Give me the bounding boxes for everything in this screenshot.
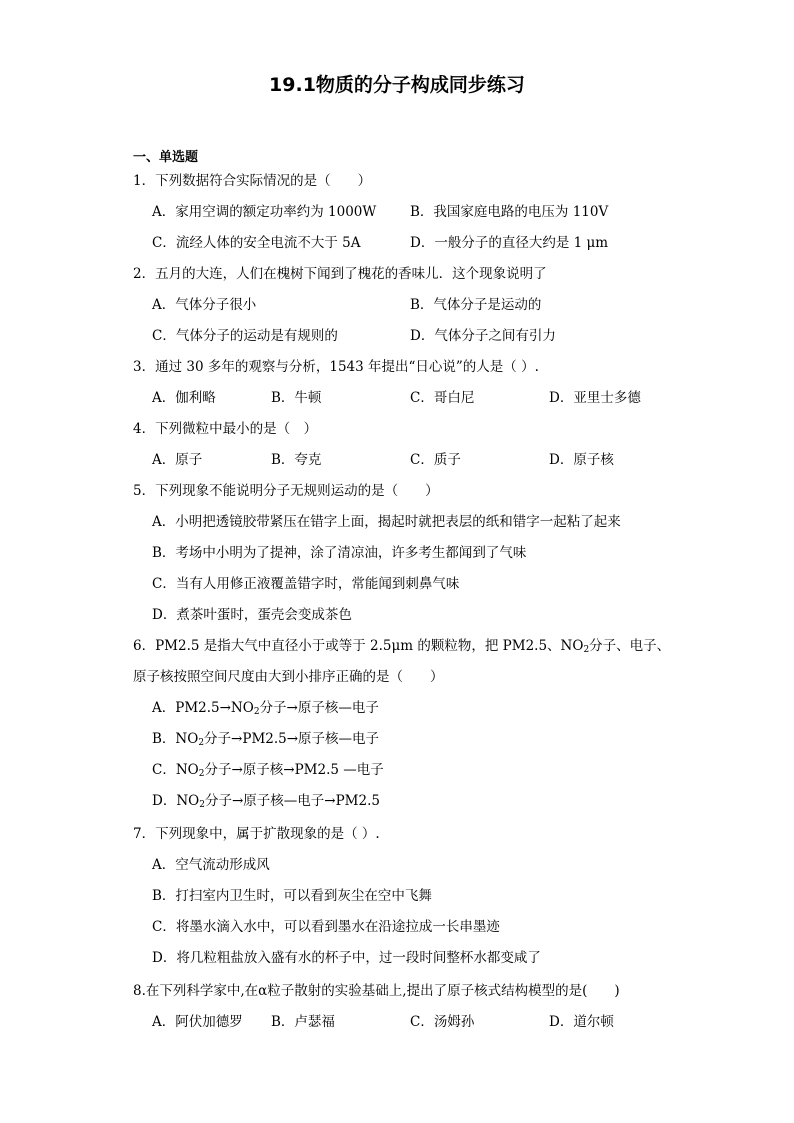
question-7-option-a[interactable]: A．空气流动形成风	[152, 857, 270, 873]
question-1-stem: 1．下列数据符合实际情况的是（ ）	[133, 173, 372, 189]
question-8-option-d[interactable]: D．道尔顿	[549, 1014, 614, 1030]
option-text: D．NO	[152, 793, 200, 809]
question-7-option-b[interactable]: B．打扫室内卫生时，可以看到灰尘在空中飞舞	[152, 888, 432, 904]
question-7-option-c[interactable]: C．将墨水滴入水中，可以看到墨水在沿途拉成一长串墨迹	[152, 919, 500, 935]
question-4-option-c[interactable]: C．质子	[410, 452, 461, 468]
option-text: C．NO	[152, 762, 199, 778]
question-4-stem: 4．下列微粒中最小的是（ ）	[133, 421, 318, 437]
question-7-option-d[interactable]: D．将几粒粗盐放入盛有水的杯子中，过一段时间整杯水都变咸了	[152, 950, 541, 966]
question-1-option-d[interactable]: D．一般分子的直径大约是 1 μm	[410, 235, 609, 251]
question-6-stem-line-1	[133, 637, 670, 659]
question-2-option-a[interactable]: A．气体分子很小	[152, 297, 257, 313]
question-4-option-b[interactable]: B．夸克	[271, 452, 322, 468]
question-3-option-c[interactable]: C．哥白尼	[410, 390, 475, 406]
question-5-option-c[interactable]: C．当有人用修正液覆盖错字时，常能闻到刺鼻气味	[152, 576, 460, 592]
question-6-option-b[interactable]	[152, 730, 379, 752]
question-4-option-d[interactable]: D．原子核	[549, 452, 614, 468]
question-6-stem-part: 6．PM2.5 是指大气中直径小于或等于 2.5μm 的颗粒物，把 PM2.5、NO	[133, 638, 584, 654]
question-8-option-b[interactable]: B．卢瑟福	[271, 1014, 335, 1030]
question-4-option-a[interactable]: A．原子	[152, 452, 203, 468]
subscript-2: 2	[583, 645, 590, 655]
question-1-option-b[interactable]: B．我国家庭电路的电压为 110V	[410, 204, 609, 220]
question-8-option-c[interactable]: C．汤姆孙	[410, 1014, 475, 1030]
option-text: 分子→原子核→PM2.5 —电子	[204, 762, 384, 778]
question-5-option-b[interactable]: B．考场中小明为了提神，涂了清凉油，许多考生都闻到了气味	[152, 545, 527, 561]
question-5-option-d[interactable]: D．煮茶叶蛋时，蛋壳会变成茶色	[152, 607, 352, 623]
page-title: 19.1物质的分子构成同步练习	[269, 74, 525, 96]
question-6-stem-part: 分子、电子、	[589, 638, 671, 654]
question-2-option-b[interactable]: B．气体分子是运动的	[410, 297, 542, 313]
subscript-2: 2	[199, 800, 205, 810]
question-8-option-a[interactable]: A．阿伏加德罗	[152, 1014, 243, 1030]
question-6-option-c[interactable]	[152, 761, 384, 783]
question-6-option-a[interactable]	[152, 699, 379, 721]
question-5-option-a[interactable]: A．小明把透镜胶带紧压在错字上面，揭起时就把表层的纸和错字一起粘了起来	[152, 514, 621, 530]
question-2-option-c[interactable]: C．气体分子的运动是有规则的	[152, 328, 338, 344]
question-6-option-d[interactable]	[152, 792, 380, 814]
option-text: 分子→原子核—电子	[259, 700, 379, 716]
question-1-option-c[interactable]: C．流经人体的安全电流不大于 5A	[152, 235, 361, 251]
option-text: 分子→PM2.5→原子核—电子	[204, 731, 380, 747]
option-text: B．NO	[152, 731, 199, 747]
question-8-stem: 8.在下列科学家中,在α粒子散射的实验基础上,提出了原子核式结构模型的是( )	[133, 983, 620, 999]
question-3-option-a[interactable]: A．伽利略	[152, 390, 216, 406]
option-text: A．PM2.5→NO	[152, 700, 254, 716]
question-1-option-a[interactable]: A．家用空调的额定功率约为 1000W	[152, 204, 377, 220]
subscript-2: 2	[198, 738, 205, 748]
question-3-stem: 3．通过 30 多年的观察与分析，1543 年提出“日心说”的人是（ ）.	[133, 359, 539, 375]
question-6-stem-line-2: 原子核按照空间尺度由大到小排序正确的是（ ）	[133, 669, 444, 685]
subscript-2: 2	[198, 769, 205, 779]
subscript-2: 2	[253, 707, 260, 717]
question-7-stem: 7．下列现象中，属于扩散现象的是（ ）.	[133, 826, 380, 842]
option-text: 分子→原子核—电子→PM2.5	[204, 793, 380, 809]
section-heading: 一、单选题	[133, 150, 199, 165]
question-5-stem: 5．下列现象不能说明分子无规则运动的是（ ）	[133, 483, 439, 499]
question-2-option-d[interactable]: D．气体分子之间有引力	[410, 328, 556, 344]
question-3-option-d[interactable]: D．亚里士多德	[549, 390, 641, 406]
question-3-option-b[interactable]: B．牛顿	[271, 390, 322, 406]
question-2-stem: 2．五月的大连，人们在槐树下闻到了槐花的香味儿．这个现象说明了	[133, 266, 547, 282]
